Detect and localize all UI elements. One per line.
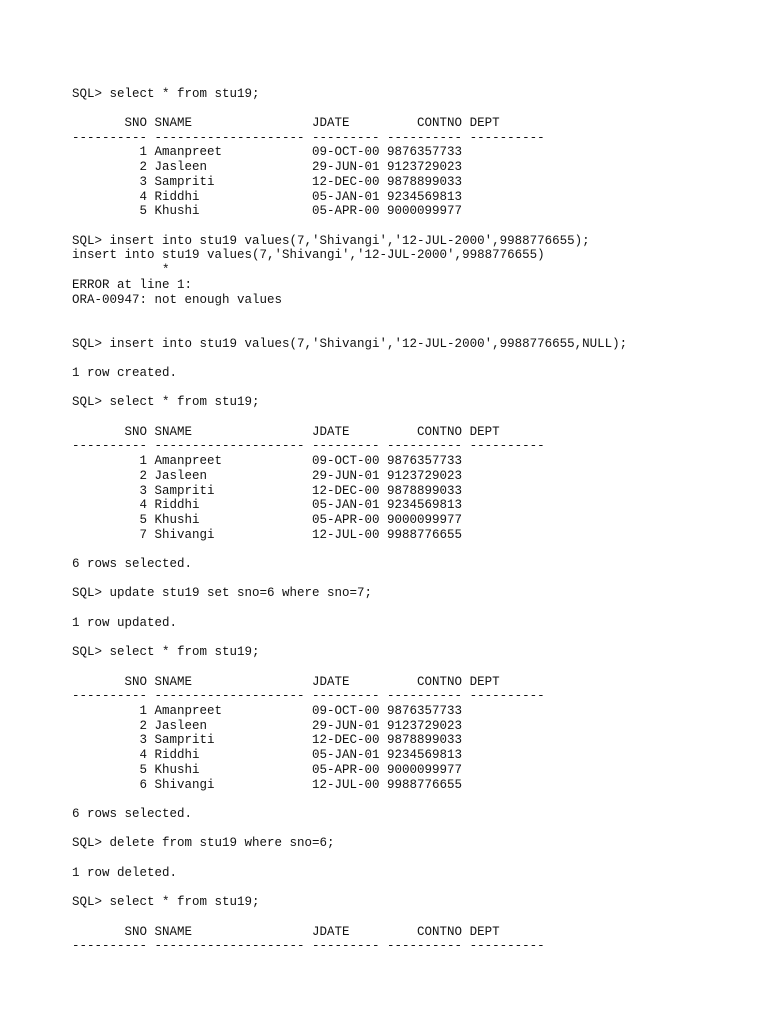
console-line: 6 rows selected. — [72, 557, 193, 572]
console-line: 2 Jasleen 29-JUN-01 9123729023 — [72, 718, 463, 733]
console-line: SQL> update stu19 set sno=6 where sno=7; — [72, 586, 373, 601]
console-line: ORA-00947: not enough values — [72, 292, 283, 307]
console-line: 3 Sampriti 12-DEC-00 9878899033 — [72, 733, 463, 748]
console-line — [72, 307, 752, 322]
console-line: SQL> select * from stu19; — [72, 895, 260, 910]
console-line — [72, 631, 752, 646]
console-line: SQL> insert into stu19 values(7,'Shivangi','12-JUL-2000',9988776655); — [72, 233, 590, 248]
console-line: 1 Amanpreet 09-OCT-00 9876357733 — [72, 704, 463, 719]
console-line — [72, 572, 752, 587]
console-line: SNO SNAME JDATE CONTNO DEPT — [72, 116, 500, 131]
console-line: 6 rows selected. — [72, 806, 193, 821]
console-line — [72, 792, 752, 807]
console-line: ---------- -------------------- --------- ---------- ---------- — [72, 439, 545, 454]
console-line — [72, 880, 752, 895]
console-line: 2 Jasleen 29-JUN-01 9123729023 — [72, 160, 463, 175]
console-line — [72, 910, 752, 925]
console-line — [72, 542, 752, 557]
console-line: 1 row created. — [72, 365, 178, 380]
console-line: 3 Sampriti 12-DEC-00 9878899033 — [72, 174, 463, 189]
console-line: SQL> insert into stu19 values(7,'Shivangi','12-JUL-2000',9988776655,NULL); — [72, 336, 628, 351]
console-line — [72, 351, 752, 366]
console-line: 3 Sampriti 12-DEC-00 9878899033 — [72, 483, 463, 498]
console-line — [72, 219, 752, 234]
console-line: 7 Shivangi 12-JUL-00 9988776655 — [72, 527, 463, 542]
console-line: SQL> select * from stu19; — [72, 86, 260, 101]
console-line: 5 Khushi 05-APR-00 9000099977 — [72, 204, 463, 219]
console-line: SQL> select * from stu19; — [72, 395, 260, 410]
console-line: SNO SNAME JDATE CONTNO DEPT — [72, 424, 500, 439]
console-line — [72, 601, 752, 616]
console-line: 4 Riddhi 05-JAN-01 9234569813 — [72, 189, 463, 204]
console-line: 1 row deleted. — [72, 865, 178, 880]
console-line — [72, 381, 752, 396]
console-line: SQL> select * from stu19; — [72, 645, 260, 660]
console-line: 4 Riddhi 05-JAN-01 9234569813 — [72, 748, 463, 763]
console-line: * — [72, 263, 170, 278]
sql-console-output — [72, 72, 752, 954]
console-line: 2 Jasleen 29-JUN-01 9123729023 — [72, 468, 463, 483]
console-line — [72, 851, 752, 866]
console-line: ---------- -------------------- --------- ---------- ---------- — [72, 130, 545, 145]
console-line: 1 Amanpreet 09-OCT-00 9876357733 — [72, 145, 463, 160]
console-line: 1 Amanpreet 09-OCT-00 9876357733 — [72, 454, 463, 469]
console-line: ERROR at line 1: — [72, 277, 193, 292]
console-line — [72, 660, 752, 675]
console-line: ---------- -------------------- --------- ---------- ---------- — [72, 689, 545, 704]
console-line — [72, 101, 752, 116]
console-line: 4 Riddhi 05-JAN-01 9234569813 — [72, 498, 463, 513]
console-line: SNO SNAME JDATE CONTNO DEPT — [72, 924, 500, 939]
console-line — [72, 72, 752, 87]
console-line — [72, 822, 752, 837]
console-line: 5 Khushi 05-APR-00 9000099977 — [72, 762, 463, 777]
console-line: 6 Shivangi 12-JUL-00 9988776655 — [72, 777, 463, 792]
console-line: ---------- -------------------- --------- ---------- ---------- — [72, 939, 545, 954]
console-line — [72, 410, 752, 425]
console-line: 5 Khushi 05-APR-00 9000099977 — [72, 512, 463, 527]
console-line: insert into stu19 values(7,'Shivangi','12-JUL-2000',9988776655) — [72, 248, 545, 263]
console-line — [72, 322, 752, 337]
console-line: SQL> delete from stu19 where sno=6; — [72, 836, 335, 851]
console-line: SNO SNAME JDATE CONTNO DEPT — [72, 674, 500, 689]
console-line: 1 row updated. — [72, 615, 178, 630]
